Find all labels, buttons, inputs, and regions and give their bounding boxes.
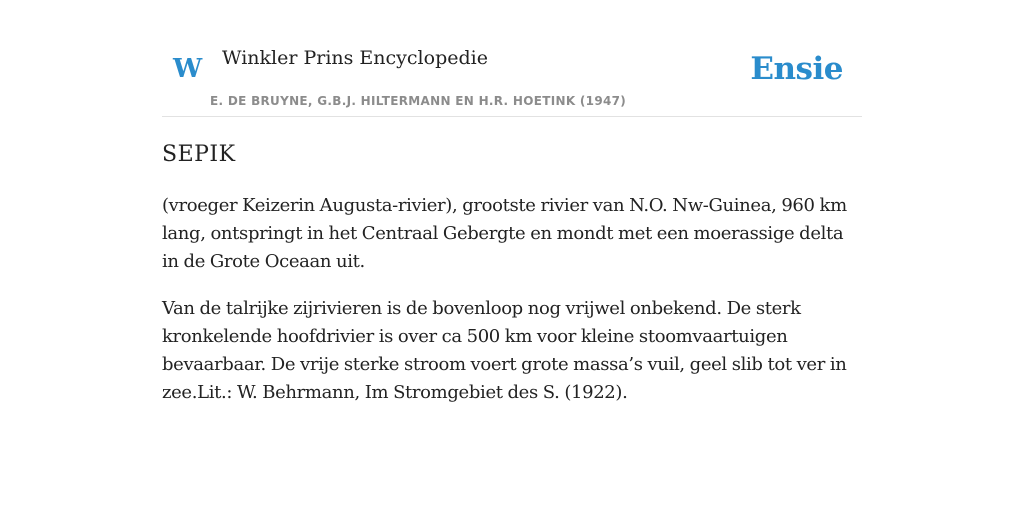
entry-title: SEPIK	[162, 142, 236, 167]
ensie-logo-link[interactable]: Ensie	[750, 51, 843, 87]
entry-body	[162, 192, 862, 426]
publication-logo-link[interactable]: W	[173, 54, 203, 84]
article-page	[162, 0, 862, 403]
publication-header	[162, 0, 862, 117]
entry-paragraph: (vroeger Keizerin Augusta-rivier), grootste rivier van N.O. Nw-Guinea, 960 km lang, ontspringt in het Centraal Gebergte en mondt met een moerassige delta in de Grote Oceaan uit.	[162, 195, 847, 272]
publication-title[interactable]: Winkler Prins Encyclopedie	[222, 47, 488, 69]
entry-paragraph: Van de talrijke zijrivieren is de bovenloop nog vrijwel onbekend. De sterk kronkelende hoofdrivier is over ca 500 km voor kleine stoomvaartuigen bevaarbaar. De vrije sterke stroom voert grote massa’s vuil, geel slib tot ver in zee.Lit.: W. Behrmann, Im Stromgebiet des S. (1922).	[162, 298, 847, 403]
publication-authors: E. DE BRUYNE, G.B.J. HILTERMANN EN H.R. HOETINK (1947)	[210, 94, 627, 108]
